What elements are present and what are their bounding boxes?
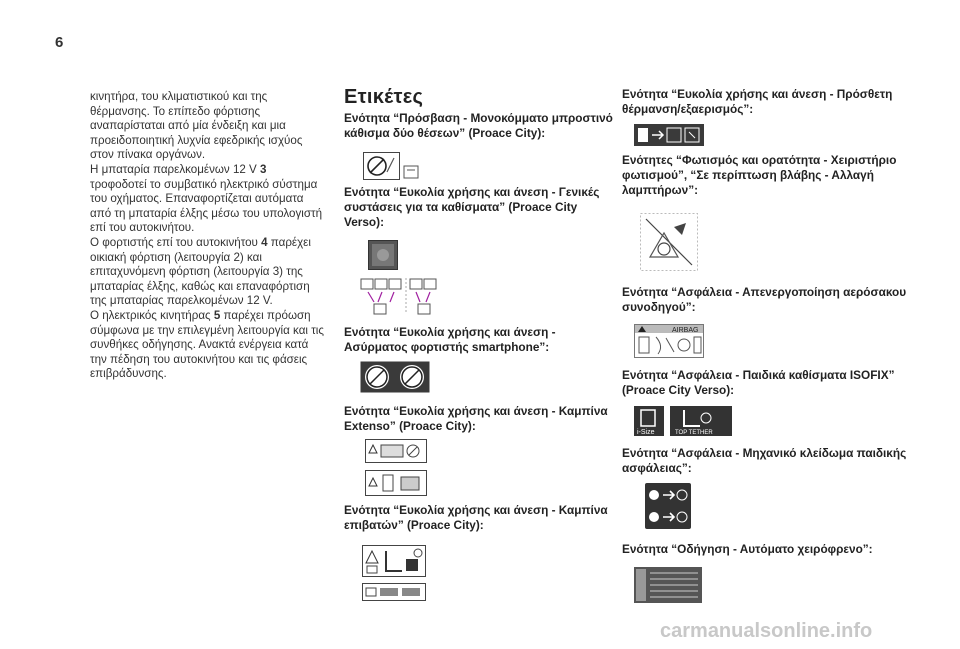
seats-layout-label-icon bbox=[360, 276, 440, 316]
airbag-text: AIRBAG bbox=[672, 327, 699, 334]
automatic-handbrake-label-icon bbox=[634, 567, 702, 603]
section-automatic-handbrake: Ενότητα “Οδήγηση - Αυτόματο χειρόφρενο”: bbox=[622, 542, 873, 556]
section-additional-heating: Ενότητα “Ευκολία χρήσης και άνεση - Πρόσθετη θέρμανση/εξαερισμός”: bbox=[622, 87, 893, 116]
section-passenger-cab: Ενότητα “Ευκολία χρήσης και άνεση - Καμπίνα επιβατών” (Proace City): bbox=[344, 503, 608, 532]
extenso-cab-label-icon-1 bbox=[365, 439, 427, 463]
airbag-warning-label-icon bbox=[634, 324, 704, 358]
section-wireless-charger: Ενότητα “Ευκολία χρήσης και άνεση - Ασύρματος φορτιστής smartphone”: bbox=[344, 325, 556, 354]
extenso-cab-label-icon-2 bbox=[365, 470, 427, 496]
paragraph-3: Ο φορτιστής επί του αυτοκινήτου 4 παρέχει οικιακή φόρτιση (λειτουργία 2) και επιταχυνόμενη φόρτιση (λειτουργία 3) της μπαταρίας έλξης, καθώς και επαναφόρτιση της μπαταρίας παρελκομένων 12 V. bbox=[90, 235, 311, 308]
front-bench-seat-label-icon bbox=[363, 152, 421, 180]
child-lock-label-icon bbox=[645, 483, 691, 529]
isofix-label-icons bbox=[634, 406, 732, 436]
section-front-bench-seat: Ενότητα “Πρόσβαση - Μονοκόμματο μπροστινό κάθισμα δύο θέσεων” (Proace City): bbox=[344, 111, 613, 140]
isize-text: i-Size bbox=[637, 429, 655, 436]
passenger-cab-label-icon-1 bbox=[362, 545, 426, 577]
paragraph-2: Η μπαταρία παρελκομένων 12 V 3 τροφοδοτεί το συμβατικό ηλεκτρικό σύστημα του οχήματος. Επαναφορτίζεται αυτόματα από τη μπαταρία έλξης μέσω του υπολογιστή επί του αυτοκινήτου. bbox=[90, 162, 323, 235]
section-airbag-deactivation: Ενότητα “Ασφάλεια - Απενεργοποίηση αερόσακου συνοδηγού”: bbox=[622, 285, 907, 314]
watermark: carmanualsonline.info bbox=[660, 620, 873, 642]
left-column-text bbox=[90, 90, 325, 382]
paragraph-1: κινητήρα, του κλιματιστικού και της θέρμανσης. Το επίπεδο φόρτισης αναπαρίσταται από μία ένδειξη και μια προειδοποιητική λυχνία εφεδρικής ισχύος στον πίνακα οργάνων. bbox=[90, 90, 303, 162]
paragraph-4: Ο ηλεκτρικός κινητήρας 5 παρέχει πρόωση σύμφωνα με την επιλεγμένη λειτουργία και τις συνθήκες οδήγησης. Ανακτά ενέργεια κατά την πέδηση του αυτοκινήτου και τις φάσεις επιβράδυνσης. bbox=[90, 308, 324, 381]
labels-heading: Ετικέτες bbox=[344, 86, 424, 108]
section-lighting: Ενότητες “Φωτισμός και ορατότητα - Χειριστήριο φωτισμού”, “Σε περίπτωση βλάβης - Αλλαγή λαμπτήρων”: bbox=[622, 153, 897, 197]
top-tether-text: TOP TETHER bbox=[675, 430, 713, 436]
section-isofix: Ενότητα “Ασφάλεια - Παιδικά καθίσματα ISOFIX” (Proace City Verso): bbox=[622, 368, 895, 397]
headlamp-warning-label-icon bbox=[640, 213, 698, 271]
seats-warning-label-icon bbox=[368, 240, 398, 270]
passenger-cab-label-icon-2 bbox=[362, 583, 426, 601]
section-child-lock: Ενότητα “Ασφάλεια - Μηχανικό κλείδωμα παιδικής ασφάλειας”: bbox=[622, 446, 907, 475]
section-seats-general: Ενότητα “Ευκολία χρήσης και άνεση - Γενικές συστάσεις για τα καθίσματα” (Proace City Verso): bbox=[344, 185, 600, 229]
wireless-charger-label-icon bbox=[360, 361, 430, 393]
section-extenso-cab: Ενότητα “Ευκολία χρήσης και άνεση - Καμπίνα Extenso” (Proace City): bbox=[344, 404, 608, 433]
additional-heating-label-icon bbox=[634, 124, 704, 146]
page-number: 6 bbox=[55, 34, 64, 51]
